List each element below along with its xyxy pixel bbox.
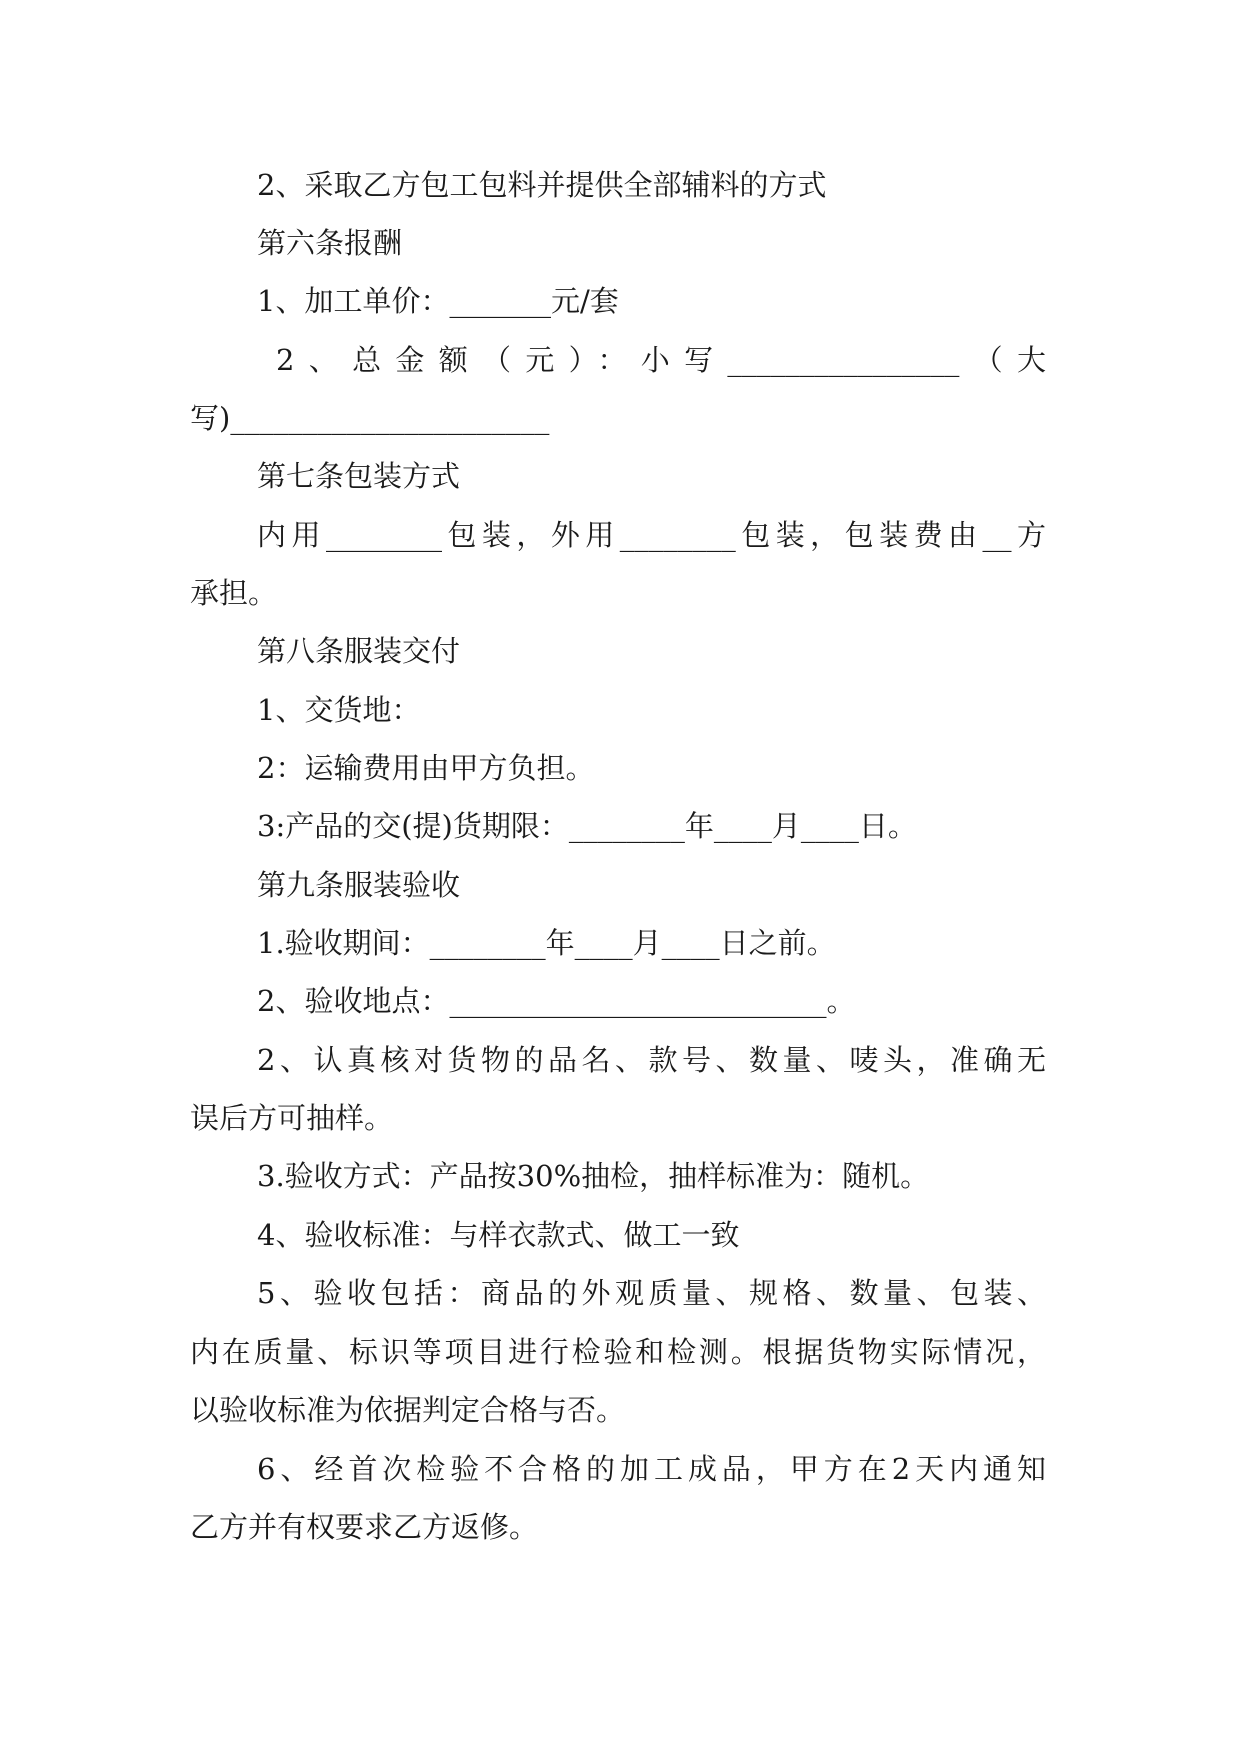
- clause-6-total-amount-cont: 写)______________________: [190, 401, 550, 435]
- clause-9-check-goods: 2、认真核对货物的品名、款号、数量、唛头，准确无: [257, 1043, 1046, 1077]
- clause-6-total-amount: 2、总金额（元）：小写________________（大: [276, 343, 1046, 377]
- clause-9-inspection-scope: 5、验收包括：商品的外观质量、规格、数量、包装、: [257, 1276, 1046, 1310]
- clause-9-rework-notice: 6、经首次检验不合格的加工成品，甲方在2天内通知: [257, 1452, 1046, 1486]
- clause-9-inspection-method: 3.验收方式：产品按30%抽检，抽样标准为：随机。: [257, 1159, 930, 1193]
- clause-9-inspection-period: 1.验收期间：________年____月____日之前。: [257, 926, 836, 960]
- clause-6-unit-price: 1、加工单价：_______元/套: [257, 284, 619, 318]
- clause-7-packaging: 内用________包装，外用________包装，包装费由__方: [257, 518, 1046, 552]
- clause-8-delivery-deadline: 3:产品的交(提)货期限：________年____月____日。: [257, 809, 917, 843]
- clause-9-inspection-standard: 4、验收标准：与样衣款式、做工一致: [257, 1218, 740, 1252]
- clause-9-inspection-place: 2、验收地点：__________________________。: [257, 984, 856, 1018]
- clause-9-rework-notice-cont: 乙方并有权要求乙方返修。: [190, 1510, 539, 1544]
- clause-8-transport-cost: 2：运输费用由甲方负担。: [257, 751, 595, 785]
- clause-9-inspection-scope-end: 以验收标准为依据判定合格与否。: [190, 1393, 626, 1427]
- clause-9-inspection-scope-cont: 内在质量、标识等项目进行检验和检测。根据货物实际情况，: [190, 1335, 1046, 1369]
- clause-9-check-goods-cont: 误后方可抽样。: [190, 1101, 394, 1135]
- clause-5-item-2: 2、采取乙方包工包料并提供全部辅料的方式: [257, 168, 827, 202]
- clause-7-packaging-cont: 承担。: [190, 576, 278, 610]
- article-7-heading: 第七条包装方式: [257, 459, 461, 493]
- article-6-heading: 第六条报酬: [257, 226, 403, 260]
- article-8-heading: 第八条服装交付: [257, 634, 461, 668]
- clause-8-delivery-place: 1、交货地：: [257, 693, 421, 727]
- article-9-heading: 第九条服装验收: [257, 868, 461, 902]
